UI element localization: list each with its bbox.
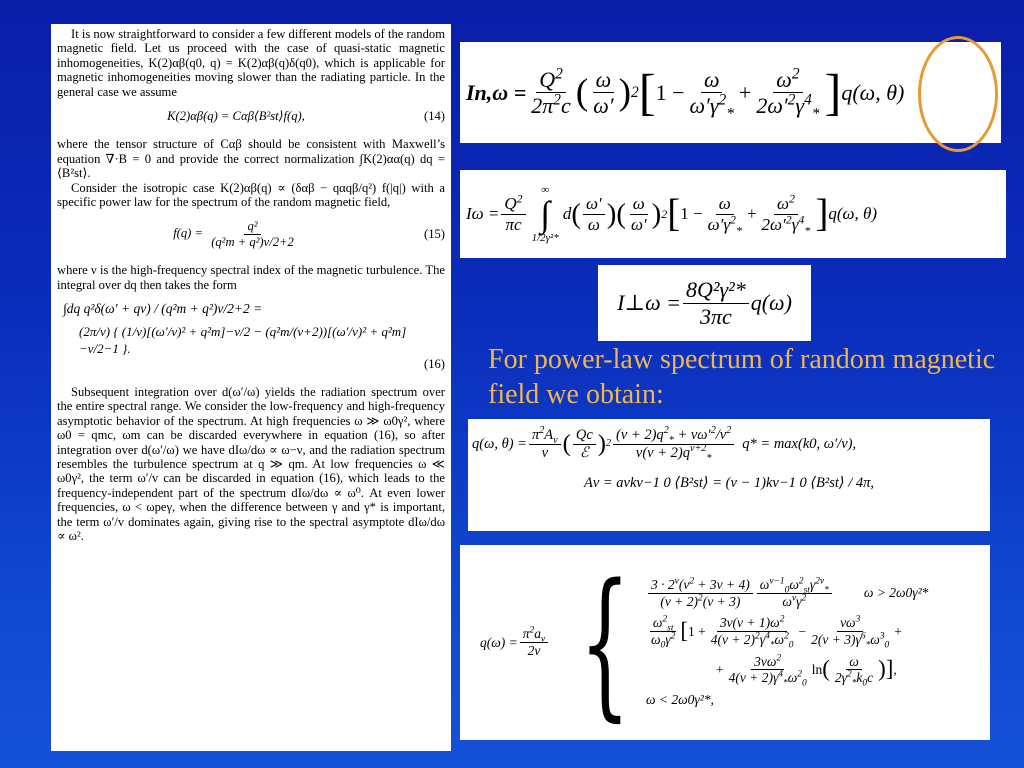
- eq5-case-2-condition: ω < 2ω0γ²*,: [646, 691, 714, 707]
- eq3-fraction: [683, 277, 749, 329]
- cases-brace: {: [579, 548, 631, 736]
- eq5-lhs: q(ω) =: [480, 634, 518, 650]
- eq4-line-1: q(ω, θ) = $\frac{\pi^2A_\nu}{v}$ ( $\frac{Qc}{\text{ℰ}}$ ) 2 $\frac{(\nu + 2)q^2_* + \nu\omega'^2/v^2}{\nu(\nu + 2)q^{\nu+2}_*}$ q* = max(k0, ω′/v),: [472, 425, 857, 464]
- equation-15-number: (15): [424, 227, 445, 242]
- eq1-q-term: q(ω, θ): [841, 79, 905, 105]
- equation-14: [57, 109, 445, 123]
- equation-intensity-integral: Iω = $\frac{Q^2}{\pi c}$ ∞ ∫ 1/2γ²* d ( $\frac{\omega'}{\omega}$ ) ( $\frac{\omega}{\omega'}$ ) 2 [ 1 − $\frac{\omega}{\omega'\gamma^2_*}$ + $\frac{\omega^2}{2\omega'^2\gamma^4_*}$ ] q(ω, θ): [460, 170, 1006, 258]
- slide-caption: For power-law spectrum of random magnetic field we obtain:: [488, 344, 996, 410]
- equation-15-denominator: (q²m + q²)ν/2+2: [211, 234, 294, 249]
- integral-sign: ∞ ∫ 1/2γ²*: [531, 184, 559, 244]
- highlight-circle: [918, 36, 998, 152]
- eq5-cases: [646, 577, 928, 707]
- paper-paragraph-2: where the tensor structure of Cαβ should be consistent with Maxwell’s equation ∇·B = 0 and provide the correct normalization ∫K(2)αα(q) dq = ⟨B²st⟩.: [57, 137, 445, 181]
- eq3-q-term: q(ω): [750, 290, 792, 315]
- eq3-lhs: I⊥ω =: [617, 290, 681, 315]
- equation-14-body: K(2)αβ(q) = Cαβ⟨B²st⟩f(q),: [167, 109, 305, 124]
- eq5-case-1-condition: ω > 2ω0γ²*: [863, 585, 929, 601]
- paper-excerpt: [51, 24, 451, 751]
- eq3-denominator: 3πc: [699, 303, 732, 329]
- eq2-lhs: Iω =: [466, 204, 500, 223]
- equation-16-number: (16): [424, 356, 445, 371]
- equation-15-fraction: [208, 219, 297, 249]
- eq5-case-2: $\frac{\omega^2_{st}}{\omega_0\gamma^2}$ [ 1 + $\frac{3\nu(\nu + 1)\omega^2}{4(\nu + 2)^2\gamma^4_*\omega^2_0}$ − $\frac{\nu\omega^3}{2(\nu + 3)\gamma^6_*\omega^3_0}$ +: [651, 614, 902, 651]
- equation-16: [57, 302, 445, 371]
- eq2-q-term: q(ω, θ): [828, 204, 878, 223]
- equation-intensity-direction: In,ω = $\frac{Q^2}{2\pi^2c}$ ( $\frac{\omega}{\omega'}$ ) 2 [ 1 − $\frac{\omega}{\omega'\gamma^2_*}$ + $\frac{\omega^2}{2\omega'^2\gamma^4_*}$ ] q(ω, θ): [460, 42, 1001, 143]
- eq1-lhs: In,ω =: [466, 79, 527, 105]
- integral-upper-limit: ∞: [541, 184, 550, 196]
- eq5-case-1: $\frac{3 \cdot 2^\nu(\nu^2 + 3\nu + 4)}{(\nu + 2)^2(\nu + 3)}$ $\frac{\omega^{\nu-1}_0\omega^2_{st}\gamma^{2\nu}_*}{\omega^\nu\gamma^2}$ ω > 2ω0γ²*: [646, 577, 928, 609]
- equation-15-lhs: f(q) =: [173, 226, 204, 241]
- equation-16-line-2: (2π/v) { (1/ν)[(ω′/v)² + q²m]−ν/2 − (q²m/(ν+2))[(ω′/v)² + q²m]−ν/2−1 }.: [79, 323, 407, 356]
- paper-paragraph-5: Subsequent integration over d(ω′/ω) yields the radiation spectrum over the entire spectral range. We consider the low-frequency and high-frequency asymptotic behavior of the spectrum. At high frequencies ω ≫ ω0γ², where ω0 = qmc, ωm can be discarded everywhere in equation (16), so after integration over d(ω′/ω) we have dIω/dω ∝ ω−ν, and the radiation spectrum resembles the turbulence spectrum at q ≫ qm. At low frequencies ω ≪ ω0γ², the term ω′/v can be discarded in equation (16), which leads to the frequency-independent part of the spectrum dIω/dω ∝ ω⁰. At even lower frequencies, ω < ωpeγ, when the difference between γ and γ* is important, the term ω′/v dominates again, giving rise to the spectral asymptote dIω/dω ∝ ω².: [57, 385, 445, 544]
- eq5-case-2-continued: + $\frac{3\nu\omega^2}{4(\nu + 2)\gamma^4_*\omega^2_0}$ ln ( $\frac{\omega}{2\gamma^2_*k_0c}$ ) ] ,: [716, 653, 897, 689]
- paper-paragraph-1: It is now straightforward to consider a few different models of the random magnetic field. Let us proceed with the case of quasi-static magnetic inhomogeneities, K(2)αβ(q0, q) = K(2)αβ(q)δ(q0), which is applicable for magnetic inhomogeneities moving slower than the radiating particle. In the general case we assume: [57, 27, 445, 99]
- equation-q-omega-piecewise: q(ω) = $\frac{\pi^2a_\nu}{2\nu}$ { $\frac{3 \cdot 2^\nu(\nu^2 + 3\nu + 4)}{(\nu + 2)^2(\nu + 3)}$ $\frac{\omega^{\nu-1}_0\omega^2_{st}\gamma^{2\nu}_*}{\omega^\nu\gamma^2}$ ω > 2ω0γ²* $\frac{\omega^2_{st}}{\omega_0\gamma^2}$ [ 1 + $\frac{3\nu(\nu + 1)\omega^2}{4(\nu + 2)^2\gamma^4_*\omega^2_0}$ − $\frac{\nu\omega^3}{2(\nu + 3)\gamma^6_*\omega^3_0}$ + + $\frac{3\nu\omega^2}{4(\nu + 2)\gamma^4_*\omega^2_0}$ ln ( $\frac{\omega}{2\gamma^2_*k_0c}$ ) ] , ω < 2ω0γ²*,: [460, 545, 990, 740]
- eq3-numerator: 8Q²γ²*: [683, 277, 749, 303]
- equation-15-numerator: q²: [244, 219, 260, 234]
- integral-lower-limit: 1/2γ²*: [531, 232, 559, 244]
- equation-15-body: [57, 219, 415, 249]
- eq4-q-star: q* = max(k0, ω′/v),: [742, 435, 857, 452]
- equation-q-omega-theta: [468, 419, 990, 531]
- paper-paragraph-4: where ν is the high-frequency spectral index of the magnetic turbulence. The integral over dq then takes the form: [57, 263, 445, 292]
- equation-14-number: (14): [424, 109, 445, 124]
- equation-15: [57, 219, 445, 249]
- eq4-line-2: Aν = aνkν−1 0 ⟨B²st⟩ = (ν − 1)kν−1 0 ⟨B²st⟩ / 4π,: [583, 475, 875, 492]
- equation-intensity-perp: [598, 265, 811, 341]
- equation-16-line-1: ∫dq q²δ(ω′ + qv) / (q²m + q²)ν/2+2 =: [63, 301, 263, 317]
- paper-paragraph-3: Consider the isotropic case K(2)αβ(q) ∝ (δαβ − qαqβ/q²) f(|q|) with a specific power law for the spectrum of the random magnetic field,: [57, 180, 445, 210]
